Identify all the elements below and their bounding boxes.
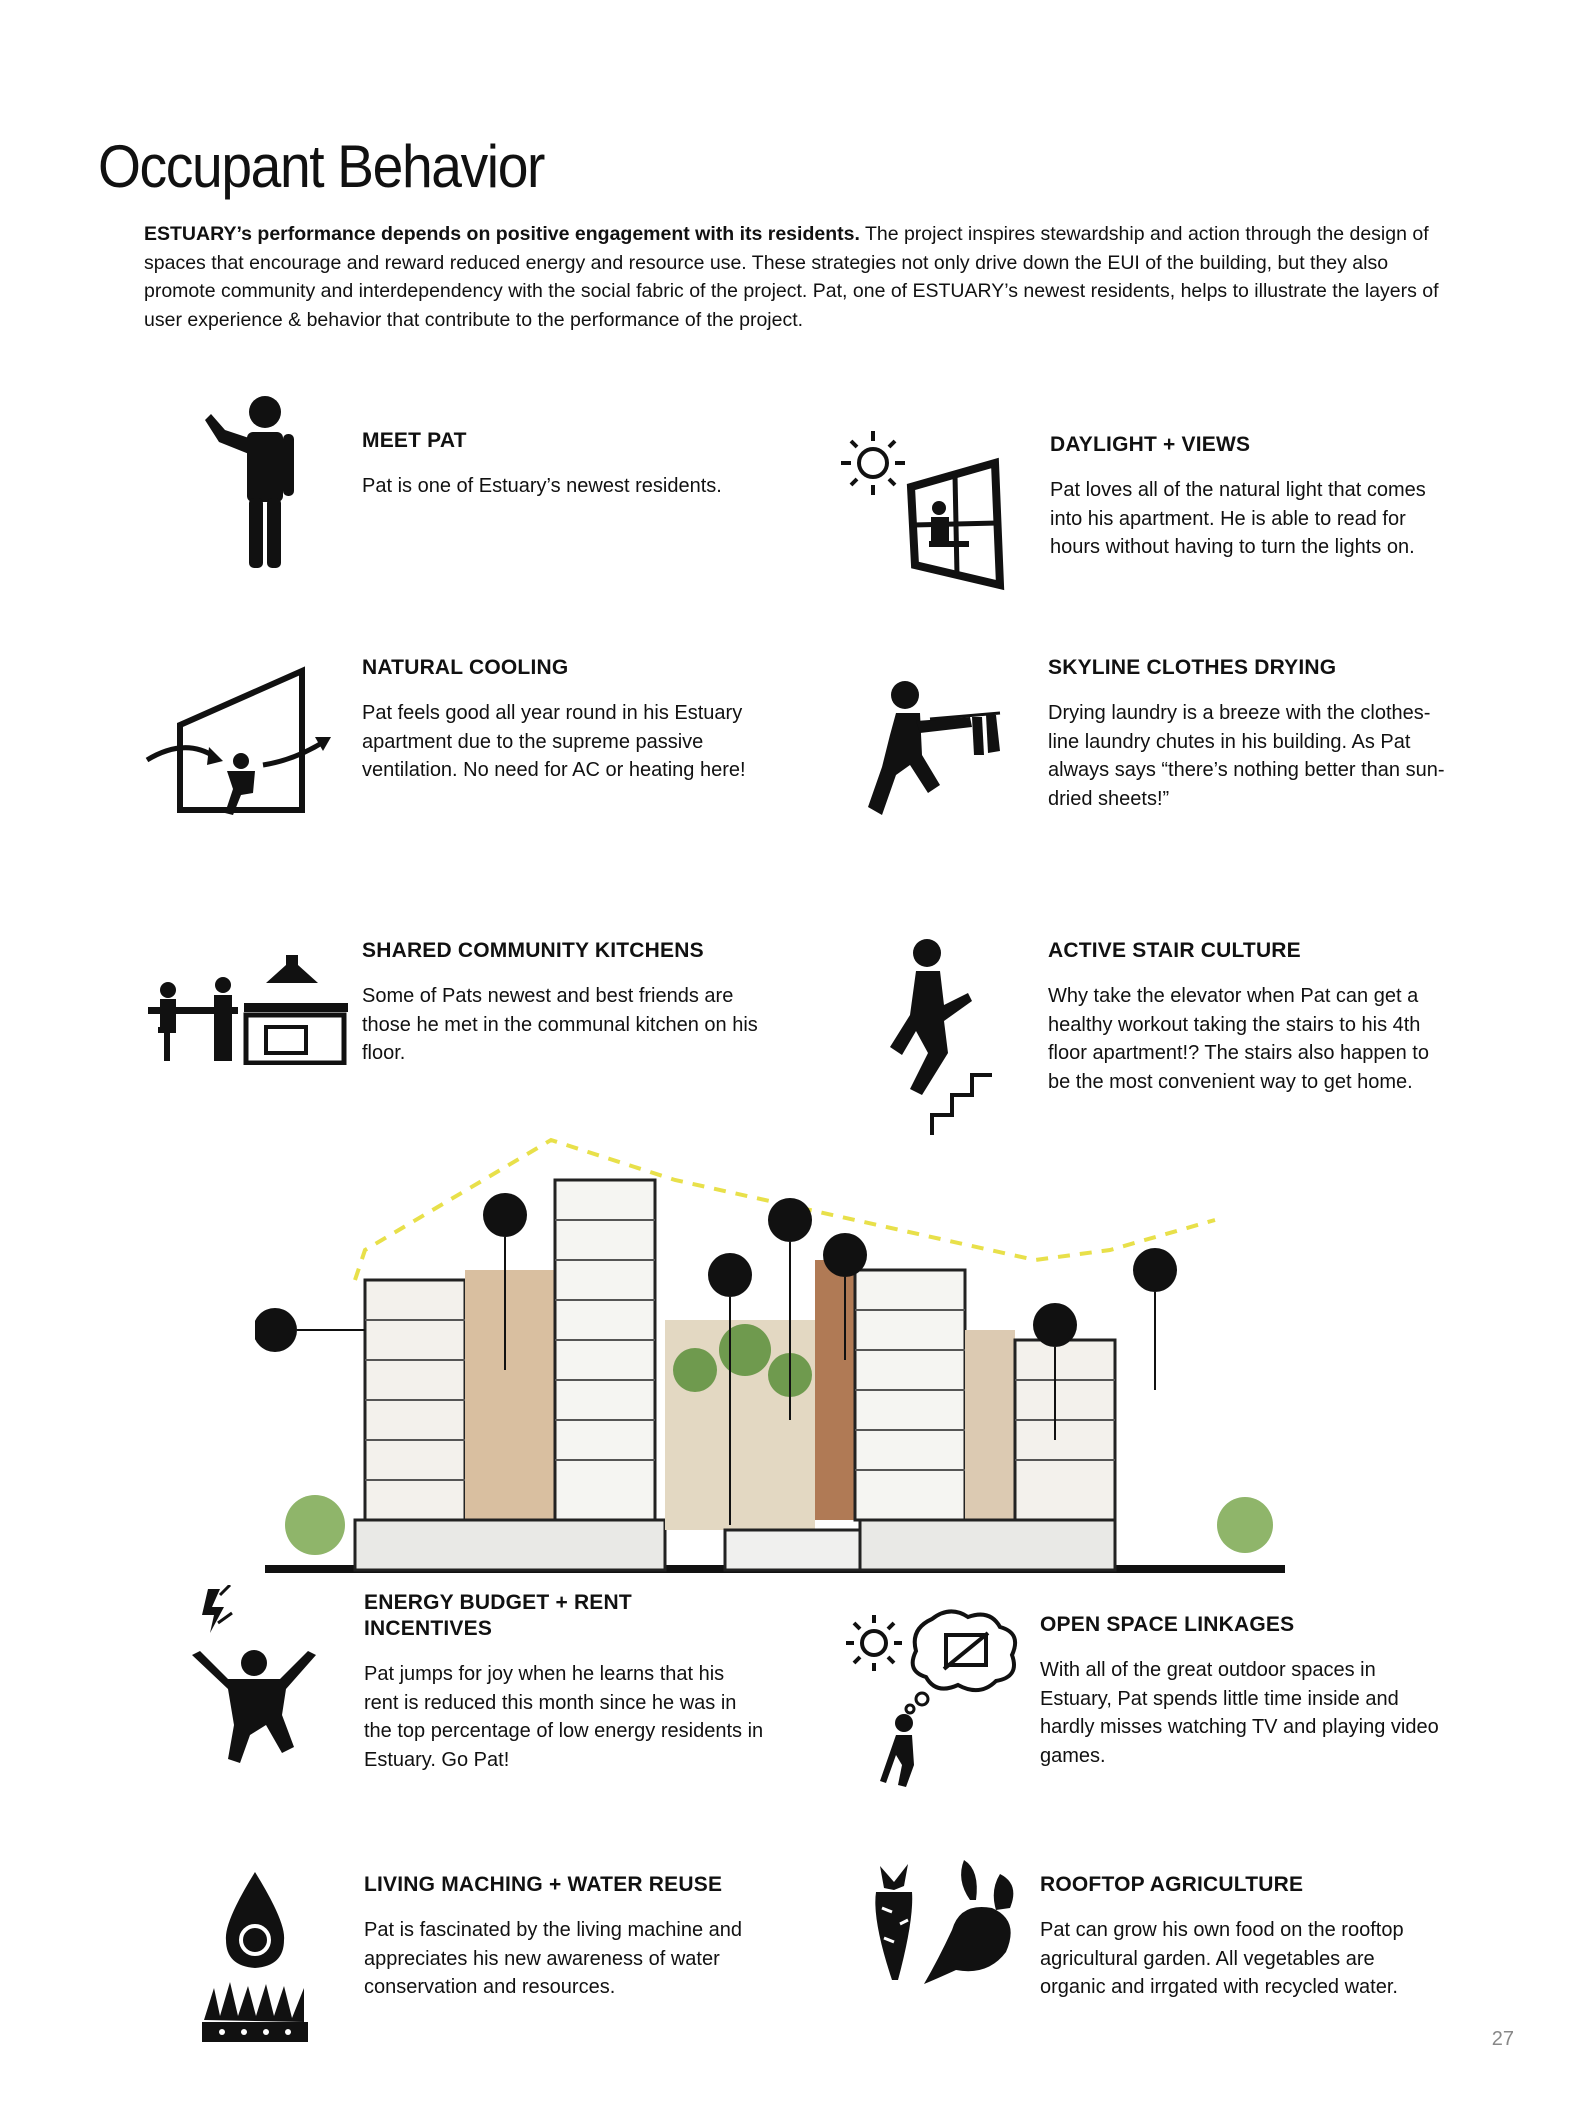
stairs-icon — [882, 935, 992, 1135]
text-meet-pat: Pat is one of Estuary’s newest residents. — [362, 475, 722, 497]
text-stairs: Why take the elevator when Pat can get a healthy workout taking the stairs to his 4th floor apartment!? The stairs also happen to be the most convenient way to get home. — [1048, 985, 1429, 1093]
page-title: Occupant Behavior — [98, 133, 545, 200]
block-stairs — [1048, 938, 1448, 1096]
intro-text: The project inspires stewardship and action through the design of spaces that encourage and reward reduced energy and resource use. These strategies not only drive down the EUI of the building, but they also promote community and interdependency with the social fabric of the project. Pat, one of ESTUARY’s newest residents, helps to illustrate the layers of user experience & behavior that contribute to the performance of the project. — [144, 223, 1439, 331]
block-cooling — [362, 655, 762, 785]
heading-energy: ENERGY BUDGET + RENT INCENTIVES — [364, 1591, 632, 1640]
page-number: 27 — [1491, 2028, 1514, 2050]
heading-meet-pat: MEET PAT — [362, 429, 467, 452]
block-kitchens — [362, 938, 762, 1068]
text-drying: Drying laundry is a breeze with the clothes-line laundry chutes in his building. As Pat always says “there’s nothing better than sun-dried sheets!” — [1048, 702, 1445, 810]
text-water: Pat is fascinated by the living machine and appreciates his new awareness of water conservation and resources. — [364, 1919, 742, 1998]
intro-paragraph — [144, 220, 1454, 334]
text-openspace: With all of the great outdoor spaces in Estuary, Pat spends little time inside and hardly misses watching TV and playing video games. — [1040, 1659, 1439, 1767]
heading-water: LIVING MACHING + WATER REUSE — [364, 1873, 723, 1896]
person-waving-icon — [205, 390, 305, 570]
heading-stairs: ACTIVE STAIR CULTURE — [1048, 939, 1301, 962]
block-energy — [364, 1590, 764, 1774]
kitchen-icon — [148, 955, 348, 1065]
text-rooftop: Pat can grow his own food on the rooftop agricultural garden. All vegetables are organic and irrgated with recycled water. — [1040, 1919, 1404, 1998]
heading-drying: SKYLINE CLOTHES DRYING — [1048, 656, 1337, 679]
block-water — [364, 1872, 764, 2002]
sun-window-icon — [835, 425, 1010, 595]
heading-rooftop: ROOFTOP AGRICULTURE — [1040, 1873, 1304, 1896]
heading-kitchens: SHARED COMMUNITY KITCHENS — [362, 939, 704, 962]
heading-daylight: DAYLIGHT + VIEWS — [1050, 433, 1251, 456]
text-energy: Pat jumps for joy when he learns that his rent is reduced this month since he was in the top percentage of low energy residents in Estuary. Go Pat! — [364, 1663, 764, 1771]
block-meet-pat — [362, 428, 762, 501]
heading-cooling: NATURAL COOLING — [362, 656, 569, 679]
block-daylight — [1050, 432, 1450, 562]
text-kitchens: Some of Pats newest and best friends are those he met in the communal kitchen on his floor. — [362, 985, 758, 1064]
energy-jump-icon — [190, 1585, 320, 1770]
ventilation-icon — [145, 665, 335, 825]
text-daylight: Pat loves all of the natural light that comes into his apartment. He is able to read for hours without having to turn the lights on. — [1050, 479, 1426, 558]
clothesline-icon — [860, 675, 1005, 830]
water-drop-icon — [200, 1870, 310, 2045]
block-drying — [1048, 655, 1448, 813]
block-rooftop — [1040, 1872, 1440, 2002]
block-openspace — [1040, 1612, 1440, 1770]
building-section-illustration — [255, 1120, 1315, 1580]
text-cooling: Pat feels good all year round in his Estuary apartment due to the supreme passive ventilation. No need for AC or heating here! — [362, 702, 746, 781]
thought-tv-icon — [840, 1605, 1030, 1790]
vegetables-icon — [860, 1860, 1030, 1985]
heading-openspace: OPEN SPACE LINKAGES — [1040, 1613, 1295, 1636]
intro-bold: ESTUARY’s performance depends on positive engagement with its residents. — [144, 223, 860, 245]
